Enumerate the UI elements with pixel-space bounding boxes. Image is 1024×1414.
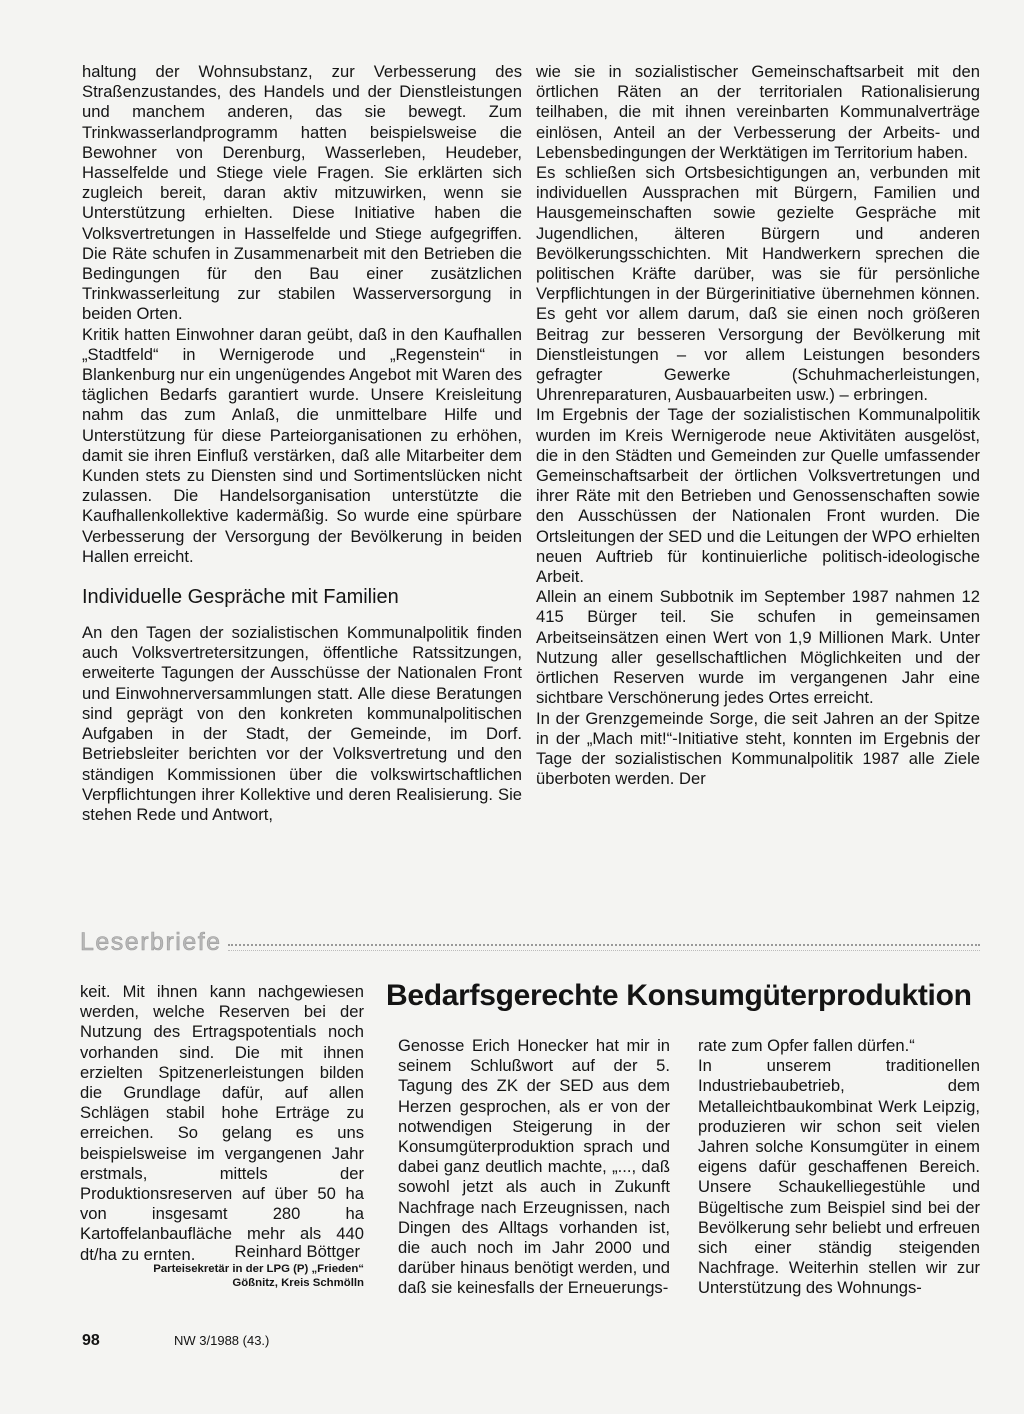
article-column-1 (398, 1036, 670, 1299)
paragraph: An den Tagen der sozialistischen Kommunalpolitik finden auch Volksvertretersitzungen, öffentliche Ratssitzungen, erweiterte Tagungen der Ausschüsse der Nationalen Front und Einwohnerversammlungen statt. Alle diese Beratungen sind geprägt von den konkreten kommunalpolitischen Aufgaben in der Stadt, der Gemeinde, im Dorf. Betriebsleiter berichten vor der Volksvertretung und den ständigen Kommissionen über die volkswirtschaftlichen Verpflichtungen ihrer Kollektive und deren Realisierung. Sie stehen Rede und Antwort, (82, 623, 522, 824)
upper-right-column (536, 62, 980, 789)
section-label-leserbriefe: Leserbriefe (80, 928, 222, 956)
article-title: Bedarfsgerechte Konsumgüterproduktion (386, 979, 972, 1012)
section-divider (228, 944, 980, 951)
paragraph: haltung der Wohnsubstanz, zur Verbesserung des Straßenzustandes, des Handels und der Dienstleistungen und manchem anderen, das sie bewegt. Zum Trinkwasserlandprogramm hatten beispielsweise die Bewohner von Derenburg, Wasserleben, Heudeber, Hasselfelde und Stiege viele Fragen. Sie erklärten sich zugleich bereit, daran aktiv mitzuwirken, wenn sie Unterstützung erhielten. Diese Initiative haben die Volksvertretungen in Hasselfelde und Stiege aufgegriffen. Die Räte schufen in Zusammenarbeit mit den Betrieben die Bedingungen für den Bau einer zusätzlichen Trinkwasserleitung zur stabilen Wasserversorgung in beiden Orten. (82, 62, 522, 324)
paragraph: wie sie in sozialistischer Gemeinschaftsarbeit mit den örtlichen Räten an der territorialen Rationalisierung teilhaben, die mit ihnen vereinbarten Kommunalverträge einlösen, Anteil an der Verbesserung der Arbeits- und Lebensbedingungen der Werktätigen im Territorium haben. (536, 62, 980, 162)
paragraph: keit. Mit ihnen kann nachgewiesen werden, welche Reserven bei der Nutzung des Ertragspotentials noch vorhanden sind. Die mit ihnen erzielten Spitzenerleistungen bilden die Grundlage dafür, auf allen Schlägen stabil hohe Erträge zu erreichen. So gelang es uns beispielsweise im vergangenen Jahr erstmals, mittels der Produktionsreserven auf über 50 ha von insgesamt 280 ha Kartoffelanbaufläche mehr als 440 dt/ha zu ernten. (80, 982, 364, 1264)
paragraph: rate zum Opfer fallen dürfen.“ (698, 1036, 915, 1055)
paragraph: Genosse Erich Honecker hat mir in seinem Schlußwort auf der 5. Tagung des ZK der SED aus dem Herzen gesprochen, als er von der notwendigen Steigerung in der Konsumgüterproduktion sprach und dabei ganz deutlich machte, „..., daß sowohl jetzt als auch in Zukunft Nachfrage nach Erzeugnissen, nach Dingen des Alltags vorhanden ist, die auch noch im Jahr 2000 und darüber hinaus benötigt werden, und daß sie keinesfalls der Erneuerungs- (398, 1036, 670, 1298)
signature-role-line: Gößnitz, Kreis Schmölln (232, 1277, 364, 1289)
signature-role (80, 1262, 364, 1290)
page-footer (82, 1332, 269, 1350)
paragraph: Allein an einem Subbotnik im September 1987 nahmen 12 415 Bürger teil. Sie schufen in gemeinsamen Arbeitseinsätzen einen Wert von 1,9 Millionen Mark. Unter Nutzung aller gesellschaftlichen Möglichkeiten und der örtlichen Reserven wurde im vergangenen Jahr eine sichtbare Verschönerung jedes Ortes erreicht. (536, 587, 980, 708)
paragraph: Im Ergebnis der Tage der sozialistischen Kommunalpolitik wurden im Kreis Wernigerode neue Aktivitäten ausgelöst, die in den Städten und Gemeinden zur Quelle umfassender Gemeinschaftsarbeit der örtlichen Volksvertretungen und ihrer Räte mit den Betrieben und Genossenschaften sowie den Ausschüssen der Nationalen Front wurden. Die Ortsleitungen der SED und die Leitungen der WPO erhielten neuen Auftrieb für kontinuierliche politisch-ideologische Arbeit. (536, 405, 980, 587)
paragraph: Es schließen sich Ortsbesichtigungen an, verbunden mit individuellen Aussprachen mit Bürgern, Familien und Hausgemeinschaften sowie gezielte Gespräche mit Jugendlichen, älteren Bürgern und anderen Bevölkerungsschichten. Mit Handwerkern sprechen die politischen Kräfte darüber, was sie für persönliche Verpflichtungen in der Bürgerinitiative übernehmen können. Es geht vor allem darum, daß sie einen noch größeren Beitrag zur besseren Versorgung der Bevölkerung mit Dienstleistungen – vor allem Leistungen besonders gefragter Gewerke (Schuhmacherleistungen, Uhrenreparaturen, Ausbauarbeiten usw.) – erbringen. (536, 163, 980, 405)
article-column-2 (698, 1036, 980, 1299)
paragraph: In unserem traditionellen Industriebaubetrieb, dem Metalleichtbaukombinat Werk Leipzig, produzieren wir schon seit vielen Jahren solche Konsumgüter in einem eigens dafür geschaffenen Bereich. Unsere Schaukelliegestühle und Bügeltische zum Beispiel sind bei der Bevölkerung sehr beliebt und erfreuen sich einer ständig steigenden Nachfrage. Weiterhin stellen wir zur Unterstützung des Wohnungs- (698, 1056, 980, 1298)
signature-name: Reinhard Böttger (234, 1242, 360, 1261)
letter-signature (80, 1242, 364, 1290)
letter-continuation-column (80, 982, 364, 1265)
paragraph: In der Grenzgemeinde Sorge, die seit Jahren an der Spitze in der „Mach mit!“-Initiative steht, konnten im Ergebnis der Tage der sozialistischen Kommunalpolitik 1987 alle Ziele überboten werden. Der (536, 708, 980, 789)
page-number: 98 (82, 1332, 100, 1349)
paragraph: Kritik hatten Einwohner daran geübt, daß in den Kaufhallen „Stadtfeld“ in Wernigerode und „Regenstein“ in Blankenburg nur ein ungenügendes Angebot mit Waren des täglichen Bedarfs garantiert wurde. Unsere Kreisleitung nahm das zum Anlaß, die unmittelbare Hilfe und Unterstützung für diese Parteiorganisationen zu erhöhen, damit sie ihren Einfluß verstärken, daß alle Mitarbeiter dem Kunden stets zu Diensten sind und Sortimentslücken nicht zulassen. Die Handelsorganisation unterstützte die Kaufhallenkollektive kadermäßig. So wurde eine spürbare Verbesserung der Versorgung der Bevölkerung in beiden Hallen erreicht. (82, 324, 522, 566)
signature-role-line: Parteisekretär in der LPG (P) „Frieden“ (153, 1263, 364, 1275)
upper-left-column (82, 62, 522, 825)
section-heading: Individuelle Gespräche mit Familien (82, 586, 399, 609)
issue-reference: NW 3/1988 (43.) (174, 1333, 270, 1348)
